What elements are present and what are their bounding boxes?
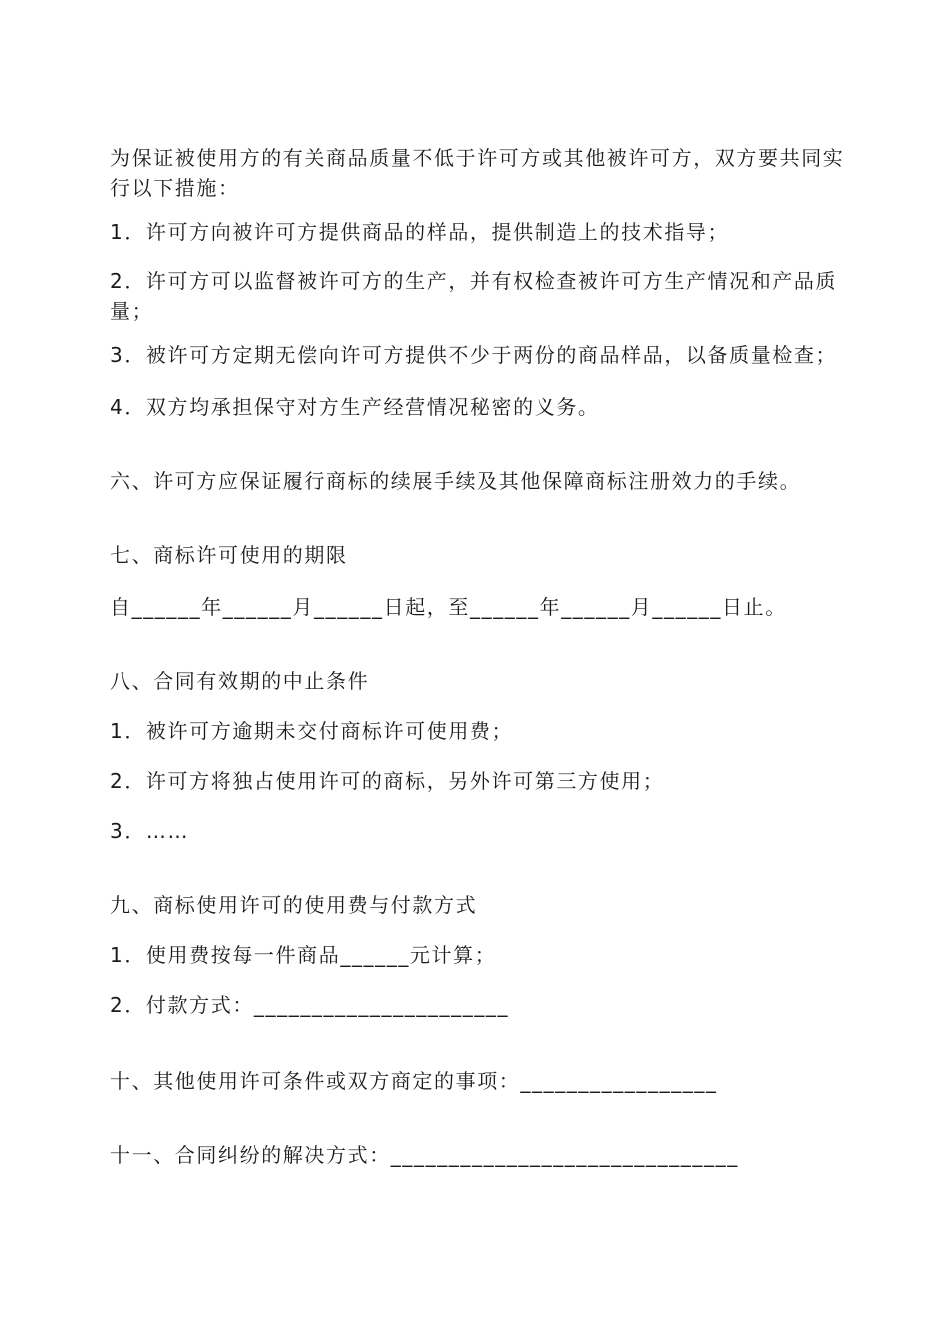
intro-paragraph: 为保证被使用方的有关商品质量不低于许可方或其他被许可方，双方要共同实行以下措施： (110, 146, 845, 200)
section-8-title: 八、合同有效期的中止条件 (110, 669, 370, 693)
section-7-title: 七、商标许可使用的期限 (110, 543, 348, 567)
quality-item-2: 2．许可方可以监督被许可方的生产，并有权检查被许可方生产情况和产品质量； (110, 269, 838, 323)
section-6-text: 六、许可方应保证履行商标的续展手续及其他保障商标注册效力的手续。 (110, 469, 802, 493)
section-11-text: 十一、合同纠纷的解决方式：______________________________ (110, 1143, 739, 1167)
section-9-title: 九、商标使用许可的使用费与付款方式 (110, 893, 478, 917)
section-9-item-2: 2．付款方式：______________________ (110, 993, 510, 1017)
section-9-item-1: 1．使用费按每一件商品______元计算； (110, 943, 497, 967)
quality-item-4: 4．双方均承担保守对方生产经营情况秘密的义务。 (110, 395, 600, 419)
section-8-item-3: 3．…… (110, 819, 190, 843)
section-8-item-2: 2．许可方将独占使用许可的商标，另外许可第三方使用； (110, 769, 665, 793)
section-10-text: 十、其他使用许可条件或双方商定的事项：_________________ (110, 1069, 718, 1093)
quality-item-3: 3．被许可方定期无偿向许可方提供不少于两份的商品样品，以备质量检查； (110, 343, 838, 367)
section-7-period: 自______年______月______日起，至______年______月______日止。 (110, 595, 787, 619)
section-8-item-1: 1．被许可方逾期未交付商标许可使用费； (110, 719, 514, 743)
quality-item-1: 1．许可方向被许可方提供商品的样品，提供制造上的技术指导； (110, 220, 730, 244)
